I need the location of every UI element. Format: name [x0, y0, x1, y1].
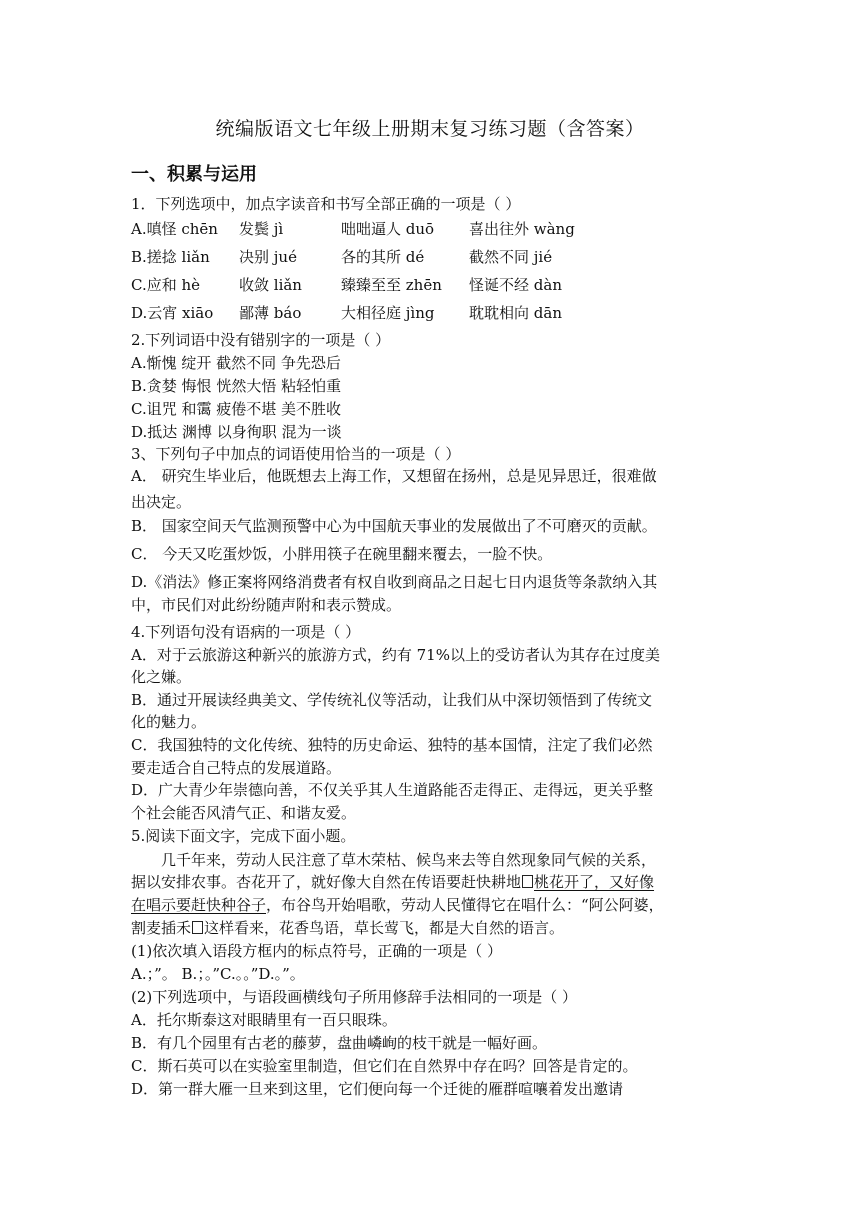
subquestion-2-stem: (2)下列选项中，与语段画横线句子所用修辞手法相同的一项是（ ） [131, 988, 578, 1006]
document-title: 统编版语文七年级上册期末复习练习题（含答案） [215, 118, 645, 140]
question-3-option-a-line-1: A． 研究生毕业后，他既想去上海工作，又想留在扬州，总是见异思迁，很难做 [131, 467, 657, 485]
passage-line-1: 几千年来，劳动人民注意了草木荣枯、候鸟来去等自然现象同气候的关系， [161, 851, 657, 869]
question-3-option-d-line-2: 中，市民们对此纷纷随声附和表示赞成。 [131, 596, 402, 614]
question-4-option-b-line-1: B．通过开展读经典美文、学传统礼仪等活动，让我们从中深切领悟到了传统文 [131, 691, 653, 709]
question-4-option-c-line-2: 要走适合自己特点的发展道路。 [131, 759, 342, 777]
question-4-option-d-line-2: 个社会能否风清气正、和谐友爱。 [131, 804, 357, 822]
question-3-option-c: C． 今天又吃蛋炒饭，小胖用筷子在碗里翻来覆去，一脸不快。 [131, 545, 553, 563]
question-1-option-c: C.应和 hè 收敛 liǎn 臻臻至至 zhēn 怪诞不经 dàn [131, 276, 562, 294]
question-3-option-d-line-1: D.《消法》修正案将网络消费者有权自收到商品之日起七日内退货等条款纳入其 [131, 573, 658, 591]
underlined-sentence: 桃花开了，又好像 [534, 873, 655, 891]
subquestion-2-option-a: A．托尔斯泰这对眼睛里有一百只眼珠。 [131, 1011, 397, 1029]
blank-box [192, 921, 203, 934]
question-4-option-a-line-2: 化之嫌。 [131, 668, 192, 686]
section-heading: 一、积累与运用 [131, 164, 257, 185]
question-4-option-a-line-1: A．对于云旅游这种新兴的旅游方式，约有 71%以上的受访者认为其存在过度美 [131, 646, 660, 664]
question-3-option-a-line-2: 出决定。 [131, 493, 192, 511]
passage-line-4: 割麦插禾 这样看来，花香鸟语，草长莺飞，都是大自然的语言。 [131, 919, 565, 937]
question-4-stem: 4.下列语句没有语病的一项是（ ） [131, 623, 361, 641]
underlined-sentence-cont: 在唱示要赶快种谷子 [131, 896, 267, 914]
question-4-option-b-line-2: 化的魅力。 [131, 713, 207, 731]
question-1-option-d: D.云宵 xiāo 鄙薄 báo 大相径庭 jìng 耽耽相向 dān [131, 304, 562, 322]
subquestion-2-option-c: C．斯石英可以在实验室里制造，但它们在自然界中存在吗？回答是肯定的。 [131, 1057, 638, 1075]
question-1-option-a: A.嗔怪 chēn 发鬓 jì 咄咄逼人 duō 喜出往外 wàng [131, 220, 575, 238]
question-2-option-a: A.惭愧 绽开 截然不同 争先恐后 [131, 354, 341, 372]
question-3-stem: 3、下列句子中加点的词语使用恰当的一项是（ ） [131, 445, 461, 463]
question-4-option-c-line-1: C．我国独特的文化传统、独特的历史命运、独特的基本国情，注定了我们必然 [131, 736, 653, 754]
question-2-option-d: D.抵达 渊博 以身徇职 混为一谈 [131, 423, 342, 441]
question-1-stem: 1．下列选项中，加点字读音和书写全部正确的一项是（ ） [131, 195, 521, 213]
question-5-stem: 5.阅读下面文字，完成下面小题。 [131, 827, 356, 845]
question-2-stem: 2.下列词语中没有错别字的一项是（ ） [131, 331, 391, 349]
question-4-option-d-line-1: D．广大青少年崇德向善，不仅关乎其人生道路能否走得正、走得远，更关乎整 [131, 781, 654, 799]
blank-box [522, 875, 533, 888]
passage-line-2: 据以安排农事。杏花开了，就好像大自然在传语要赶快耕地 桃花开了，又好像 [131, 873, 655, 891]
passage-line-3: 在唱示要赶快种谷子，布谷鸟开始唱歌，劳动人民懂得它在唱什么：“阿公阿婆， [131, 896, 664, 914]
question-2-option-c: C.诅咒 和霭 疲倦不堪 美不胜收 [131, 400, 342, 418]
question-3-option-b: B． 国家空间天气监测预警中心为中国航天事业的发展做出了不可磨灭的贡献。 [131, 517, 657, 535]
subquestion-1-stem: (1)依次填入语段方框内的标点符号，正确的一项是（ ） [131, 942, 503, 960]
question-1-option-b: B.搓捻 liǎn 决别 jué 各的其所 dé 截然不同 jié [131, 248, 553, 266]
question-2-option-b: B.贪婪 悔恨 恍然大悟 粘轻怕重 [131, 377, 342, 395]
subquestion-2-option-b: B．有几个园里有古老的藤萝，盘曲嶙峋的枝干就是一幅好画。 [131, 1034, 548, 1052]
subquestion-2-option-d: D．第一群大雁一旦来到这里，它们便向每一个迁徙的雁群喧嚷着发出邀请 [131, 1080, 624, 1098]
subquestion-1-options: A.；”。 B.；。”C.。。”D.。”。 [131, 965, 305, 983]
